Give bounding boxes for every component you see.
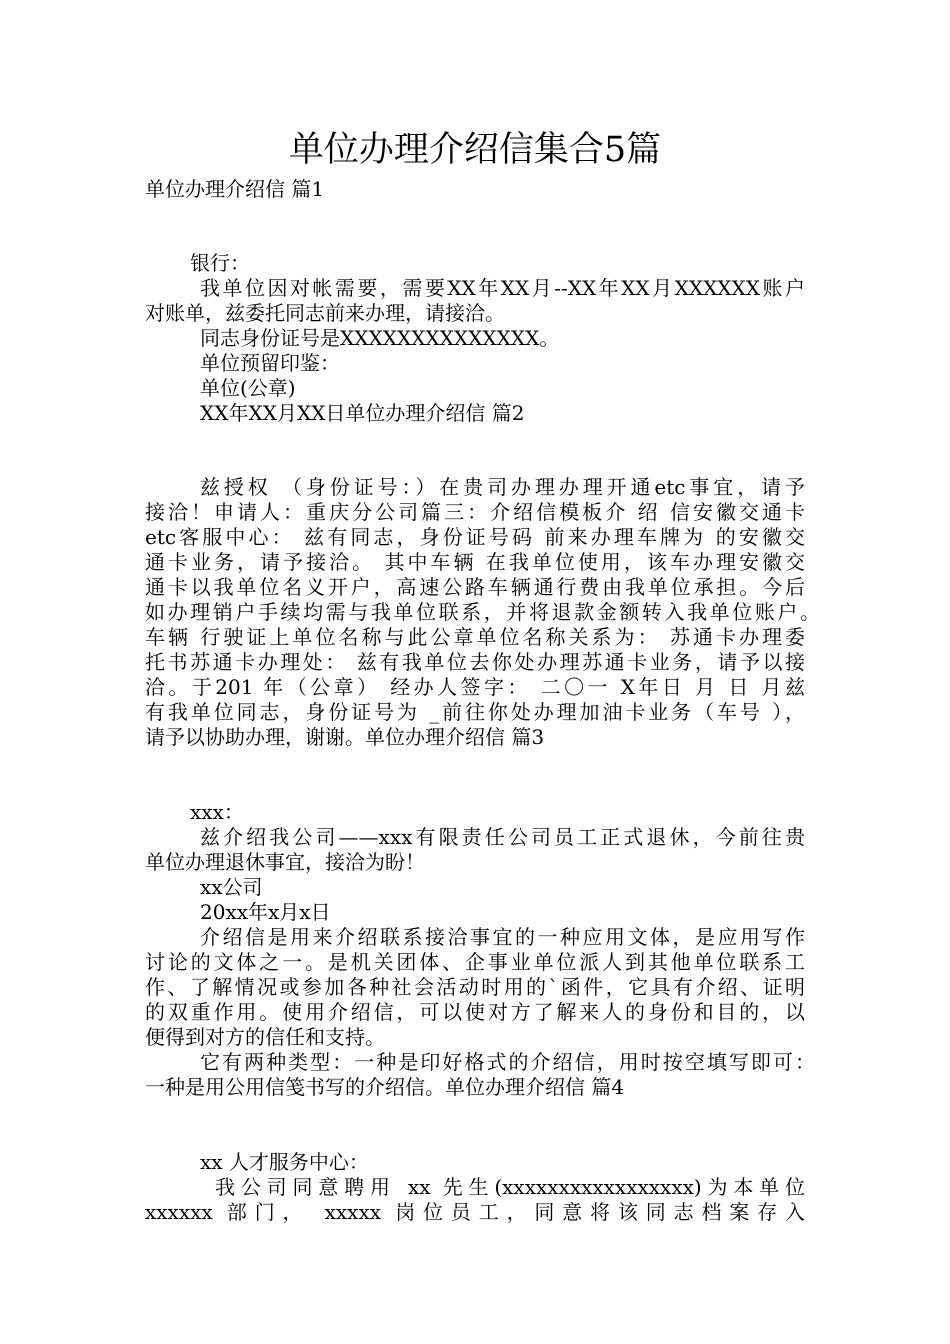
paragraph-line: 同志身份证号是XXXXXXXXXXXXXX。 bbox=[200, 326, 560, 350]
paragraph-line: etc客服中心： 兹有同志，身份证号码 前来办理车牌为 的安徽交 bbox=[145, 525, 805, 549]
paragraph-line: 讨论的文体之一。是机关团体、企事业单位派人到其他单位联系工 bbox=[145, 950, 805, 974]
paragraph-line: 我公司同意聘用 xx 先生(xxxxxxxxxxxxxxxxx)为本单位 bbox=[215, 1175, 805, 1199]
paragraph-line: 兹授权 （身份证号：）在贵司办理办理开通etc事宜，请予 bbox=[200, 475, 805, 499]
section-heading-1: 单位办理介绍信 篇1 bbox=[145, 177, 325, 201]
paragraph-line: 的双重作用。使用介绍信，可以使对方了解来人的身份和目的，以 bbox=[145, 1000, 805, 1024]
section-heading-3: 请予以协助办理，谢谢。单位办理介绍信 篇3 bbox=[145, 725, 545, 749]
paragraph-line: 如办理销户手续均需与我单位联系，并将退款金额转入我单位账户。 bbox=[145, 600, 820, 624]
signature-date: 20xx年x月x日 bbox=[200, 900, 331, 924]
paragraph-line: 单位(公章) bbox=[200, 376, 296, 400]
addressee-line: xxx： bbox=[190, 800, 244, 824]
addressee-line: 银行： bbox=[190, 251, 250, 275]
paragraph-line: 单位办理退休事宜，接洽为盼！ bbox=[145, 850, 425, 874]
paragraph-line: 便得到对方的信任和支持。 bbox=[145, 1025, 385, 1049]
paragraph-line: 车辆 行驶证上单位名称与此公章单位名称关系为： 苏通卡办理委 bbox=[145, 625, 805, 649]
paragraph-line: 作、了解情况或参加各种社会活动时用的`函件，它具有介绍、证明 bbox=[145, 975, 805, 999]
paragraph-line: 介绍信是用来介绍联系接洽事宜的一种应用文体，是应用写作 bbox=[200, 925, 805, 949]
paragraph-line: 我单位因对帐需要，需要XX年XX月--XX年XX月XXXXXX账户 bbox=[200, 276, 805, 300]
paragraph-line: 有我单位同志，身份证号为 _前往你处办理加油卡业务（车号 ）， bbox=[145, 700, 805, 724]
section-heading-4: 一种是用公用信笺书写的介绍信。单位办理介绍信 篇4 bbox=[145, 1075, 625, 1099]
section-heading-2: XX年XX月XX日单位办理介绍信 篇2 bbox=[200, 401, 525, 425]
paragraph-line: 洽。于201 年（公章） 经办人签字： 二〇一 X年日 月 日 月兹 bbox=[145, 675, 805, 699]
signature-company: xx公司 bbox=[200, 875, 263, 899]
paragraph-line: 兹介绍我公司——xxx有限责任公司员工正式退休，今前往贵 bbox=[200, 825, 805, 849]
paragraph-line: xxxxxx 部门， xxxxx 岗位员工，同意将该同志档案存入 bbox=[145, 1200, 805, 1224]
addressee-line: xx 人才服务中心： bbox=[200, 1150, 369, 1174]
paragraph-line: 通卡业务，请予接洽。 其中车辆 在我单位使用，该车办理安徽交 bbox=[145, 550, 805, 574]
paragraph-line: 单位预留印鉴： bbox=[200, 351, 340, 375]
document-title: 单位办理介绍信集合5篇 bbox=[288, 130, 662, 170]
paragraph-line: 托书苏通卡办理处： 兹有我单位去你处办理苏通卡业务，请予以接 bbox=[145, 650, 805, 674]
paragraph-line: 接洽！申请人：重庆分公司篇三：介绍信模板介 绍 信安徽交通卡 bbox=[145, 500, 805, 524]
paragraph-line: 对账单，兹委托同志前来办理，请接洽。 bbox=[145, 301, 505, 325]
paragraph-line: 通卡以我单位名义开户，高速公路车辆通行费由我单位承担。今后 bbox=[145, 575, 805, 599]
paragraph-line: 它有两种类型：一种是印好格式的介绍信，用时按空填写即可： bbox=[200, 1050, 815, 1074]
